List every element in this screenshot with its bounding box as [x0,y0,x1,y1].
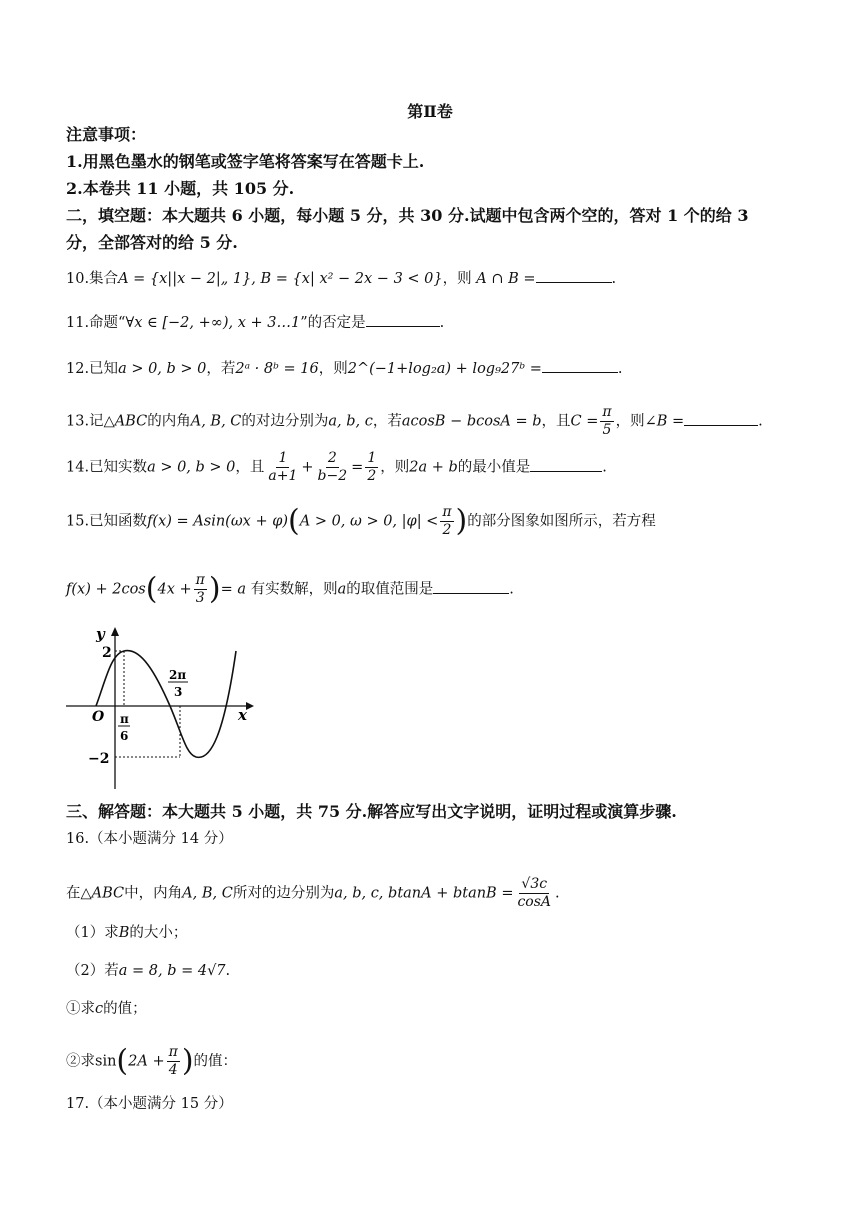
q10-suffix: ，则 [442,271,472,287]
q14-text2: ，则 [380,459,410,476]
question-15-line2: f(x) + 2cos(4x + $\frac{\pi}{3}$ )= a 有实数解，则a的取值范围是 . [66,571,514,607]
origin-label: O [92,709,105,725]
q16-frac-num: √3c [521,876,548,892]
q13-ask: ∠B = [644,413,685,430]
q11-expr: ∀x ∈ [−2, +∞), x + 3…1 [125,315,301,331]
q16-paren-close: ) [181,1043,194,1079]
q15-prefix: 15.已知函数 [66,513,148,530]
q15-frac-pi3 [194,572,207,607]
q14-expr: 2a + b [409,459,458,476]
notes-item-2: 2.本卷共 11 小题，共 105 分. [66,179,295,198]
q15-frac2-den: 3 [195,590,205,606]
q14-text3: 的最小值是 [457,459,531,476]
q13-text5: ，则 [615,413,645,430]
section2-line2: 分，全部答对的给 5 分. [66,233,238,252]
q16-part2-b: . [225,963,231,979]
question-13: 13.记△ABC的内角A, B, C的对边分别为a, b, c，若acosB − bcosA = b，且C = $\frac{\pi}{5}$ ，则∠B = . [66,404,763,438]
question-12: 12.已知a > 0, b > 0，若2ᵃ · 8ᵇ = 16，则2^(−1+log₂a) + log₉27ᵇ = . [66,358,623,380]
y-max-label: 2 [102,645,112,661]
q16-part1-a: （1）求 [66,925,119,941]
q13-sides: a, b, c [328,413,373,430]
y-axis-arrow [111,627,119,636]
tick1-num: π [120,712,129,726]
q16-angles: A, B, C [182,885,233,902]
q12-cond: a > 0, b > 0 [118,361,207,377]
q13-frac-num: π [602,404,612,420]
q13-angles: A, B, C [190,413,242,430]
q10-prefix: 10.集合 [66,271,119,287]
q14-frac-1 [266,450,299,485]
q15-text3: 的取值范围是 [346,581,434,598]
page-title: 第Ⅱ卷 [407,102,453,121]
q12-then: ，则 [318,361,348,377]
x-axis-arrow [246,702,254,710]
q13-fraction [600,404,613,439]
q15-eq-lhs: f(x) + 2cos [66,581,146,598]
q13-text1: 的内角 [147,413,191,430]
question-10: 10.集合A = {x||x − 2|„ 1}, B = {x| x² − 2x − 3 < 0}，则 A ∩ B = . [66,268,616,290]
q15-paren-open: ( [288,503,300,539]
q16-sub1-a: ①求 [66,1001,95,1017]
q15-text1: 的部分图象如图所示，若方程 [467,513,656,530]
q15-frac2-num: π [195,572,205,588]
q15-frac-den: 2 [442,522,452,538]
q16-sub2 [66,1044,237,1079]
question-15-line1 [66,504,656,539]
q16-fraction [515,876,553,911]
q14-plus: + [301,459,314,476]
q16-sub2-frac-den: 4 [168,1062,178,1078]
q16-tri: △ABC [80,885,125,902]
q16-part2-eq: a = 8, b = 4√7 [118,963,226,979]
q16-sub2-b: 的值： [193,1053,238,1070]
q16-frac-den: cosA [517,894,552,910]
q15-paren2-open: ( [145,571,158,607]
q16-paren-open: ( [116,1043,129,1079]
notes-heading: 注意事项： [66,125,147,144]
q14-frac1-den: a+1 [268,468,298,484]
q14-prefix: 14.已知实数 [66,459,148,476]
y-label: y [96,625,105,643]
q16-sub2-a: ②求 [66,1053,95,1070]
q14-half-num: 1 [367,450,377,466]
q13-text2: 的对边分别为 [241,413,329,430]
q10-sets: A = {x||x − 2|„ 1}, B = {x| x² − 2x − 3 < 0} [118,271,443,287]
q16-eq: a, b, c, btanA + btanB = [334,885,514,902]
q14-cond: a > 0, b > 0 [147,459,236,476]
q15-paren2-close: ) [208,571,221,607]
notes-item-1: 1.用黑色墨水的钢笔或签字笔将答案写在答题卡上. [66,152,425,171]
q14-frac-2 [316,450,350,485]
q12-mid: ，若 [206,361,236,377]
section2-line1: 二，填空题：本大题共 6 小题，每小题 5 分，共 30 分.试题中包含两个空的，答对 1 个的给 3 [66,206,749,225]
q15-frac-num: π [442,504,452,520]
q12-answer-blank[interactable] [542,358,618,373]
q15-inner: 4x + [157,581,192,598]
q13-text4: ，且 [541,413,571,430]
q12-prefix: 12.已知 [66,361,119,377]
q15-paren-close: ) [455,503,468,539]
q16-sub2-frac-num: π [168,1044,178,1060]
x-label: x [238,706,247,724]
q15-frac-pi2 [440,504,453,539]
q13-answer-blank[interactable] [684,411,758,426]
q17-heading: 17.（本小题满分 15 分） [66,1096,233,1112]
q15-text2: 有实数解，则 [250,581,338,598]
q16-sub1-var: c [95,1001,104,1017]
q14-frac2-den: b−2 [317,468,348,484]
q16-heading: 16.（本小题满分 14 分） [66,831,233,847]
q10-answer-blank[interactable] [536,268,612,283]
q16-text2: 中，内角 [124,885,183,902]
section3-heading: 三、解答题：本大题共 5 小题，共 75 分.解答应写出文字说明，证明过程或演算步骤. [66,802,677,821]
q16-sub2-func: sin [95,1053,117,1070]
q16-sub1 [66,998,147,1020]
q16-text1: 在 [66,885,81,902]
q14-answer-blank[interactable] [530,457,602,472]
q16-text3: 所对的边分别为 [232,885,335,902]
q14-frac-half [365,450,378,485]
q15-cond: A > 0, ω > 0, |φ| < [299,513,439,530]
q14-frac1-num: 1 [278,450,288,466]
sine-curve [96,651,236,758]
q13-c-lhs: C = [570,413,599,430]
q16-sub1-b: 的值； [103,1001,147,1017]
q16-sub2-frac [167,1044,180,1079]
q16-part2 [66,960,230,982]
q16-part1-var: B [118,925,130,941]
y-min-label: −2 [88,751,110,767]
q12-eq: 2ᵃ · 8ᵇ = 16 [235,361,319,377]
q14-text1: ，且 [235,459,265,476]
tick2-den: 3 [174,685,183,699]
q14-half-den: 2 [367,468,377,484]
q15-eq-rhs: = a [220,581,246,598]
q16-part1-b: 的大小； [129,925,188,941]
tick2-num: 2π [169,668,187,682]
q13-eq: acosB − bcosA = b [401,413,542,430]
q11-answer-blank[interactable] [366,312,440,327]
q15-func: f(x) = Asin(ωx + φ) [147,513,289,530]
q13-frac-den: 5 [602,422,612,438]
question-11: 11.命题“∀x ∈ [−2, +∞), x + 3…1”的否定是 . [66,312,444,334]
q16-sub2-inner: 2A + [128,1053,165,1070]
q15-answer-blank[interactable] [433,579,509,594]
q15-var: a [337,581,347,598]
question-14: 14.已知实数a > 0, b > 0，且 $\frac{1}{a+1}$ + $\frac{2}{b-2}$ = $\frac{1}{2}$ ，则2a + b的最小值是 . [66,450,607,484]
q13-tri: △ABC [103,413,148,430]
q13-prefix: 13.记 [66,413,104,430]
q16-stem: 在△ABC中，内角A, B, C所对的边分别为a, b, c, btanA + btanB = $\frac{√3c}{\cos A}$ . [66,876,560,910]
tick1-den: 6 [120,729,129,743]
q13-text3: ，若 [372,413,402,430]
q16-part2-a: （2）若 [66,963,119,979]
q16-part1 [66,922,187,944]
q12-ask: 2^(−1+log₂a) + log₉27ᵇ = [347,361,542,377]
q10-ask: A ∩ B = [476,271,536,287]
q14-eq: = [351,459,364,476]
sine-graph [66,624,256,789]
q11-suffix: ”的否定是 [300,315,366,331]
q11-prefix: 11.命题“ [66,315,126,331]
q14-frac2-num: 2 [327,450,337,466]
